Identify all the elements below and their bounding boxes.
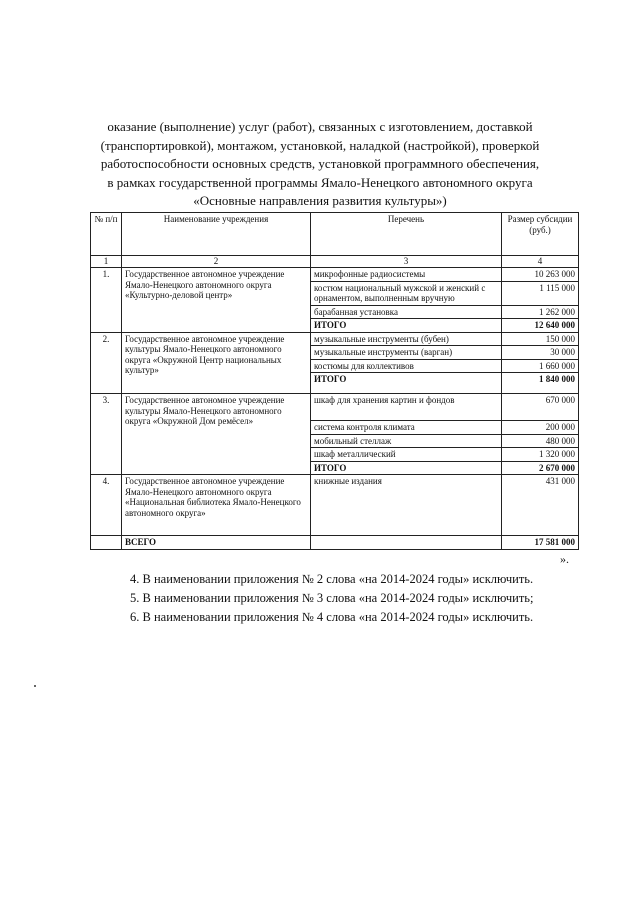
- column-number-row: [91, 256, 579, 268]
- item-name: микрофонные радиосистемы: [311, 268, 502, 282]
- table-header-row: [91, 213, 579, 256]
- item-amount: 1 262 000: [502, 305, 579, 319]
- grand-total-empty-cell: [311, 536, 502, 550]
- item-name: книжные издания: [311, 475, 502, 536]
- amendment-item: 5. В наименовании приложения № 3 слова «на 2014-2024 годы» исключить;: [130, 591, 534, 605]
- item-amount: 670 000: [502, 394, 579, 421]
- item-amount: 30 000: [502, 346, 579, 360]
- item-name: музыкальные инструменты (варган): [311, 346, 502, 360]
- item-amount: 10 263 000: [502, 268, 579, 282]
- item-amount: 480 000: [502, 434, 579, 448]
- amendment-items: [130, 570, 533, 627]
- institution-name: Государственное автономное учреждение культуры Ямало-Ненецкого автономного округа «Окружной Центр национальных культур»: [122, 332, 311, 394]
- item-amount: 1 115 000: [502, 281, 579, 305]
- column-number: 1: [91, 256, 122, 268]
- item-name: костюмы для коллективов: [311, 359, 502, 373]
- item-amount: 431 000: [502, 475, 579, 536]
- header-amount: Размер субсидии (руб.): [502, 213, 579, 256]
- header-list: Перечень: [311, 213, 502, 256]
- item-name: барабанная установка: [311, 305, 502, 319]
- item-name: костюм национальный мужской и женский с орнаментом, выполненным вручную: [311, 281, 502, 305]
- item-name: мобильный стеллаж: [311, 434, 502, 448]
- grand-total-label: ВСЕГО: [122, 536, 311, 550]
- table-row: [91, 475, 579, 536]
- heading-line: (транспортировкой), монтажом, установкой, наладкой (настройкой), проверкой: [100, 137, 540, 153]
- item-name: музыкальные инструменты (бубен): [311, 332, 502, 346]
- heading-line: работоспособности основных средств, установкой программного обеспечения,: [100, 156, 540, 171]
- institution-name: Государственное автономное учреждение Ямало-Ненецкого автономного округа «Национальная библиотека Ямало-Ненецкого автономного округа»: [122, 475, 311, 536]
- header-number: № п/п: [91, 213, 122, 256]
- table-row: [91, 268, 579, 282]
- item-amount: 1 320 000: [502, 448, 579, 462]
- grand-total-empty-cell: [91, 536, 122, 550]
- institution-name: Государственное автономное учреждение культуры Ямало-Ненецкого автономного округа «Окружной Дом ремёсел»: [122, 394, 311, 475]
- item-name: шкаф металлический: [311, 448, 502, 462]
- total-label: ИТОГО: [311, 319, 502, 333]
- scan-speck: [34, 685, 36, 687]
- total-amount: 12 640 000: [502, 319, 579, 333]
- column-number: 3: [311, 256, 502, 268]
- heading-line: в рамках государственной программы Ямало-Ненецкого автономного округа: [107, 174, 533, 190]
- table-row: [91, 394, 579, 421]
- item-amount: 200 000: [502, 421, 579, 435]
- total-amount: 1 840 000: [502, 373, 579, 394]
- total-label: ИТОГО: [311, 461, 502, 475]
- amendment-item: 4. В наименовании приложения № 2 слова «на 2014-2024 годы» исключить.: [130, 572, 534, 586]
- closing-quote-mark: ».: [560, 552, 569, 566]
- row-number: 1.: [91, 268, 122, 333]
- heading-line: оказание (выполнение) услуг (работ), связанных с изготовлением, доставкой: [107, 119, 533, 134]
- total-label: ИТОГО: [311, 373, 502, 394]
- amendment-item: 6. В наименовании приложения № 4 слова «на 2014-2024 годы» исключить.: [130, 610, 534, 624]
- heading-line: «Основные направления развития культуры»): [193, 193, 447, 208]
- table-row: [91, 332, 579, 346]
- column-number: 4: [502, 256, 579, 268]
- subsidy-table: [90, 212, 579, 550]
- row-number: 2.: [91, 332, 122, 394]
- column-number: 2: [122, 256, 311, 268]
- row-number: 4.: [91, 475, 122, 536]
- item-name: шкаф для хранения картин и фондов: [311, 394, 502, 421]
- grand-total-row: [91, 536, 579, 550]
- header-institution: Наименование учреждения: [122, 213, 311, 256]
- document-heading: [60, 118, 580, 211]
- item-name: система контроля климата: [311, 421, 502, 435]
- institution-name: Государственное автономное учреждение Ямало-Ненецкого автономного округа «Культурно-деловой центр»: [122, 268, 311, 333]
- item-amount: 150 000: [502, 332, 579, 346]
- total-amount: 2 670 000: [502, 461, 579, 475]
- row-number: 3.: [91, 394, 122, 475]
- item-amount: 1 660 000: [502, 359, 579, 373]
- grand-total-amount: 17 581 000: [502, 536, 579, 550]
